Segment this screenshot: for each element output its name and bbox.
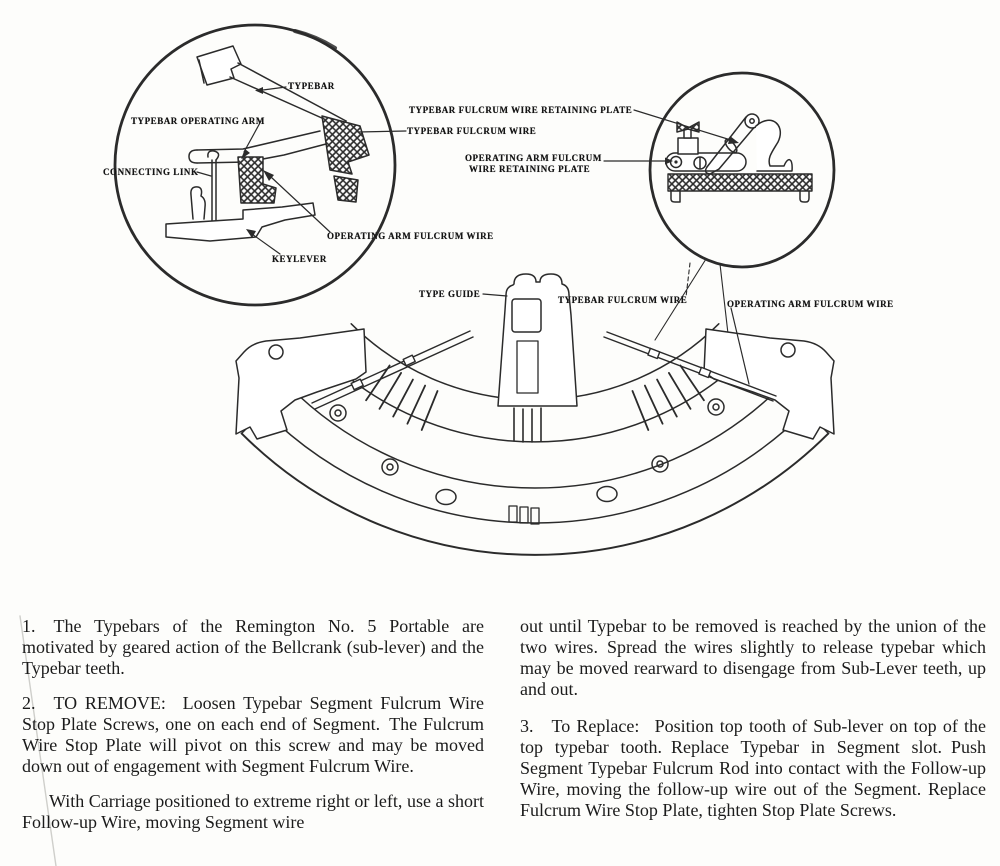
label-keylever: KEYLEVER xyxy=(272,254,327,264)
segment-drawing xyxy=(236,274,834,555)
paragraph-1: 1. The Typebars of the Remington No. 5 Portable are motivated by geared action of the Bellcrank (sub-lever) and the Typebar teeth. xyxy=(22,616,484,678)
label-typebar-fulcrum-wire-segment: TYPEBAR FULCRUM WIRE xyxy=(558,295,688,305)
label-type-guide: TYPE GUIDE xyxy=(419,289,481,299)
label-typebar: TYPEBAR xyxy=(288,81,335,91)
cam-profile-shape xyxy=(756,120,792,171)
label-typebar-operating-arm: TYPEBAR OPERATING ARM xyxy=(131,116,265,126)
left-column xyxy=(22,616,484,847)
segment-cross-section xyxy=(322,116,369,174)
paragraph-2-overflow: out until Typebar to be removed is reached by the union of the two wires. Spread the wires slightly to release typebar which may be moved rearward to disengage from Sub-Lever teeth, up and out. xyxy=(520,616,986,699)
paragraph-2-to-remove: 2. TO REMOVE: Loosen Typebar Segment Fulcrum Wire Stop Plate Screws, one on each end of Segment. The Fulcrum Wire Stop Plate will pivot on this screw and may be moved down out of engagement with Segment Fulcrum Wire. xyxy=(22,693,484,776)
right-column xyxy=(520,616,986,835)
operating-arm-shape xyxy=(189,150,197,163)
segment-screws xyxy=(330,399,724,524)
stop-plate-screw-shape xyxy=(678,138,698,154)
label-typebar-fulcrum-wire-left: TYPEBAR FULCRUM WIRE xyxy=(407,126,537,136)
segment-base-shape xyxy=(668,174,812,191)
label-operating-arm-fulcrum-wire-segment: OPERATING ARM FULCRUM WIRE xyxy=(727,299,894,309)
label-operating-arm-fulcrum-wire-left: OPERATING ARM FULCRUM WIRE xyxy=(327,231,494,241)
label-connecting-link: CONNECTING LINK xyxy=(103,167,199,177)
left-detail-circle xyxy=(115,25,406,305)
typebar-slots-center xyxy=(514,408,541,442)
left-bracket-shape xyxy=(236,329,366,439)
operating-arm-fulcrum-wire-shape xyxy=(238,157,276,203)
label-typebar-fulcrum-wire-retaining-plate: TYPEBAR FULCRUM WIRE RETAINING PLATE xyxy=(409,105,633,115)
paragraph-3-to-replace: 3. To Replace: Position top tooth of Sub-lever on top of the top typebar tooth. Replace Typebar in Segment slot. Push Segment Typebar Fulcrum Rod into contact with the Follow-up Wire, moving the follow-up wire out of the Segment. Replace Fulcrum Wire Stop Plate, tighten Stop Plate Screws. xyxy=(520,716,986,820)
label-oafw-retaining-plate-line2: WIRE RETAINING PLATE xyxy=(469,164,591,174)
paragraph-2-continued: With Carriage positioned to extreme right or left, use a short Follow-up Wire, moving Segment wire xyxy=(22,791,484,832)
label-oafw-retaining-plate-line1: OPERATING ARM FULCRUM xyxy=(465,153,602,163)
right-bracket-shape xyxy=(704,329,834,439)
